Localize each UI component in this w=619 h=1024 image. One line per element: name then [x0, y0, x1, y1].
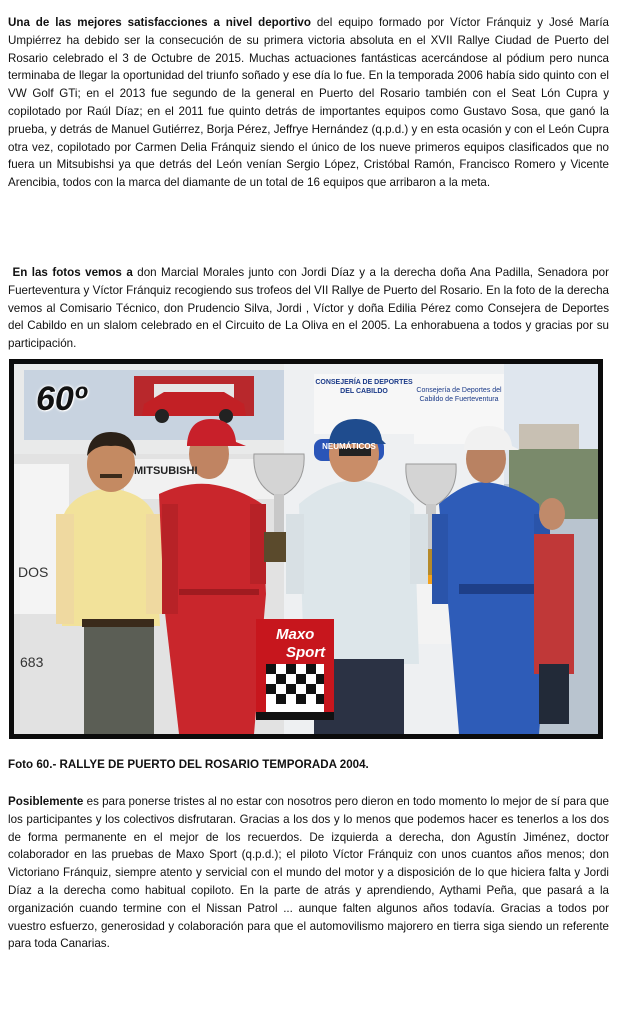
sign-mitsubishi: MITSUBISHI: [134, 465, 198, 477]
paragraph-2-body: don Marcial Morales junto con Jordi Díaz y a la derecha doña Ana Padilla, Senadora por Fuerteventura y Víctor Fránquiz recogiendo sus trofeos del VII Rallye de Puerto del Rosario. En la foto de la derecha vemos al Comisario Técnico, don Prudencio Silva, Jordi , Víctor y doña Edilia Pérez como Consejera de Deportes del Cabildo en un slalom celebrado en el Circuito de La Oliva en el 2005. La enhorabuena a todos y gracias por su participación.: [8, 266, 609, 351]
paragraph-3: [8, 793, 609, 953]
paragraph-2-lead: En las fotos vemos a: [12, 266, 133, 279]
sign-partial: DOS: [18, 564, 49, 580]
paragraph-3-lead: Posiblemente: [8, 795, 84, 808]
photo-caption: Foto 60.- RALLYE DE PUERTO DEL ROSARIO TEMPORADA 2004.: [8, 758, 369, 771]
photo-number-badge: 60º: [36, 380, 87, 418]
sign-consejeria: CONSEJERÍA DE DEPORTES DEL CABILDO: [315, 379, 413, 395]
sign-banner: NEUMÁTICOS: [322, 442, 376, 451]
paragraph-1-body: del equipo formado por Víctor Fránquiz y José María Umpiérrez ha debido ser la consecución de su primera victoria absoluta en el XVII Rallye Ciudad de Puerto del Rosario celebrado el 3 de Octubre de 2015. Muchas actuaciones fantásticas acercándose al pódium pero nunca terminaba de llegar la oportunidad del triunfo soñado y ese día lo fue. En la temporada 2006 había sido quinto con el VW Golf GTi; en el 2013 fue segundo de la general en Puerto del Rosario también con el Seat Lón Cupra y copilotado por Raúl Díaz; en el 2011 fue quinto detrás de importantes equipos como Gustavo Sosa, que ganó la prueba, y detrás de Manuel Gutiérrez, Borja Pérez, Jeffrye Hernández (q.p.d.) y en esta ocasión y con el León Cupra otra vez, copilotado por Carmen Delia Fránquiz siendo el único de los nueve primeros equipos clasificados que no fuera un Mitsubishsi ya que detrás del León venían Sergio López, Cristóbal Ramón, Francisco Romero y Vicente Arencibia, todos con la marca del diamante de un total de 16 equipos que arribaron a la meta.: [8, 16, 609, 190]
sign-consejeria-fuerteventura: Consejería de Deportes del Cabildo de Fuerteventura: [416, 387, 502, 403]
logo-maxo-text: Maxo: [276, 626, 315, 643]
rally-podium-photo: [9, 359, 603, 739]
paragraph-2: [8, 264, 609, 353]
paragraph-1: [8, 14, 609, 192]
photo-scene: [14, 364, 598, 734]
paragraph-1-lead: Una de las mejores satisfacciones a nivel deportivo: [8, 16, 311, 29]
sign-number: 683: [20, 654, 44, 670]
logo-sport-text: Sport: [286, 644, 326, 661]
paragraph-3-body: es para ponerse tristes al no estar con nosotros pero dieron en todo momento lo mejor de sí para que los participantes y los colectivos disfrutaran. Gracias a los dos y lo menos que podemos hacer es tenerlos a los dos de forma permanente en el mejor de los recuerdos. De izquierda a derecha, don Agustín Jiménez, doctor colaborador en las pruebas de Maxo Sport (q.p.d.); el piloto Víctor Fránquiz con unos cuantos años menos; don Victoriano Fránquiz, siempre atento y servicial con el mundo del motor y a disposición de lo que hiciera falta y Jordi Díaz a la derecha como habitual copiloto. En la parte de atrás y aprendiendo, Aythami Peña, que pasará a la organización cuando termine con el Nissan Patrol ... aunque falten algunos años todavía. Gracias a todos por vuestro esfuerzo, generosidad y colaboración para que el automovilismo majorero en tierra siga siendo un referente para toda Canarias.: [8, 795, 609, 951]
